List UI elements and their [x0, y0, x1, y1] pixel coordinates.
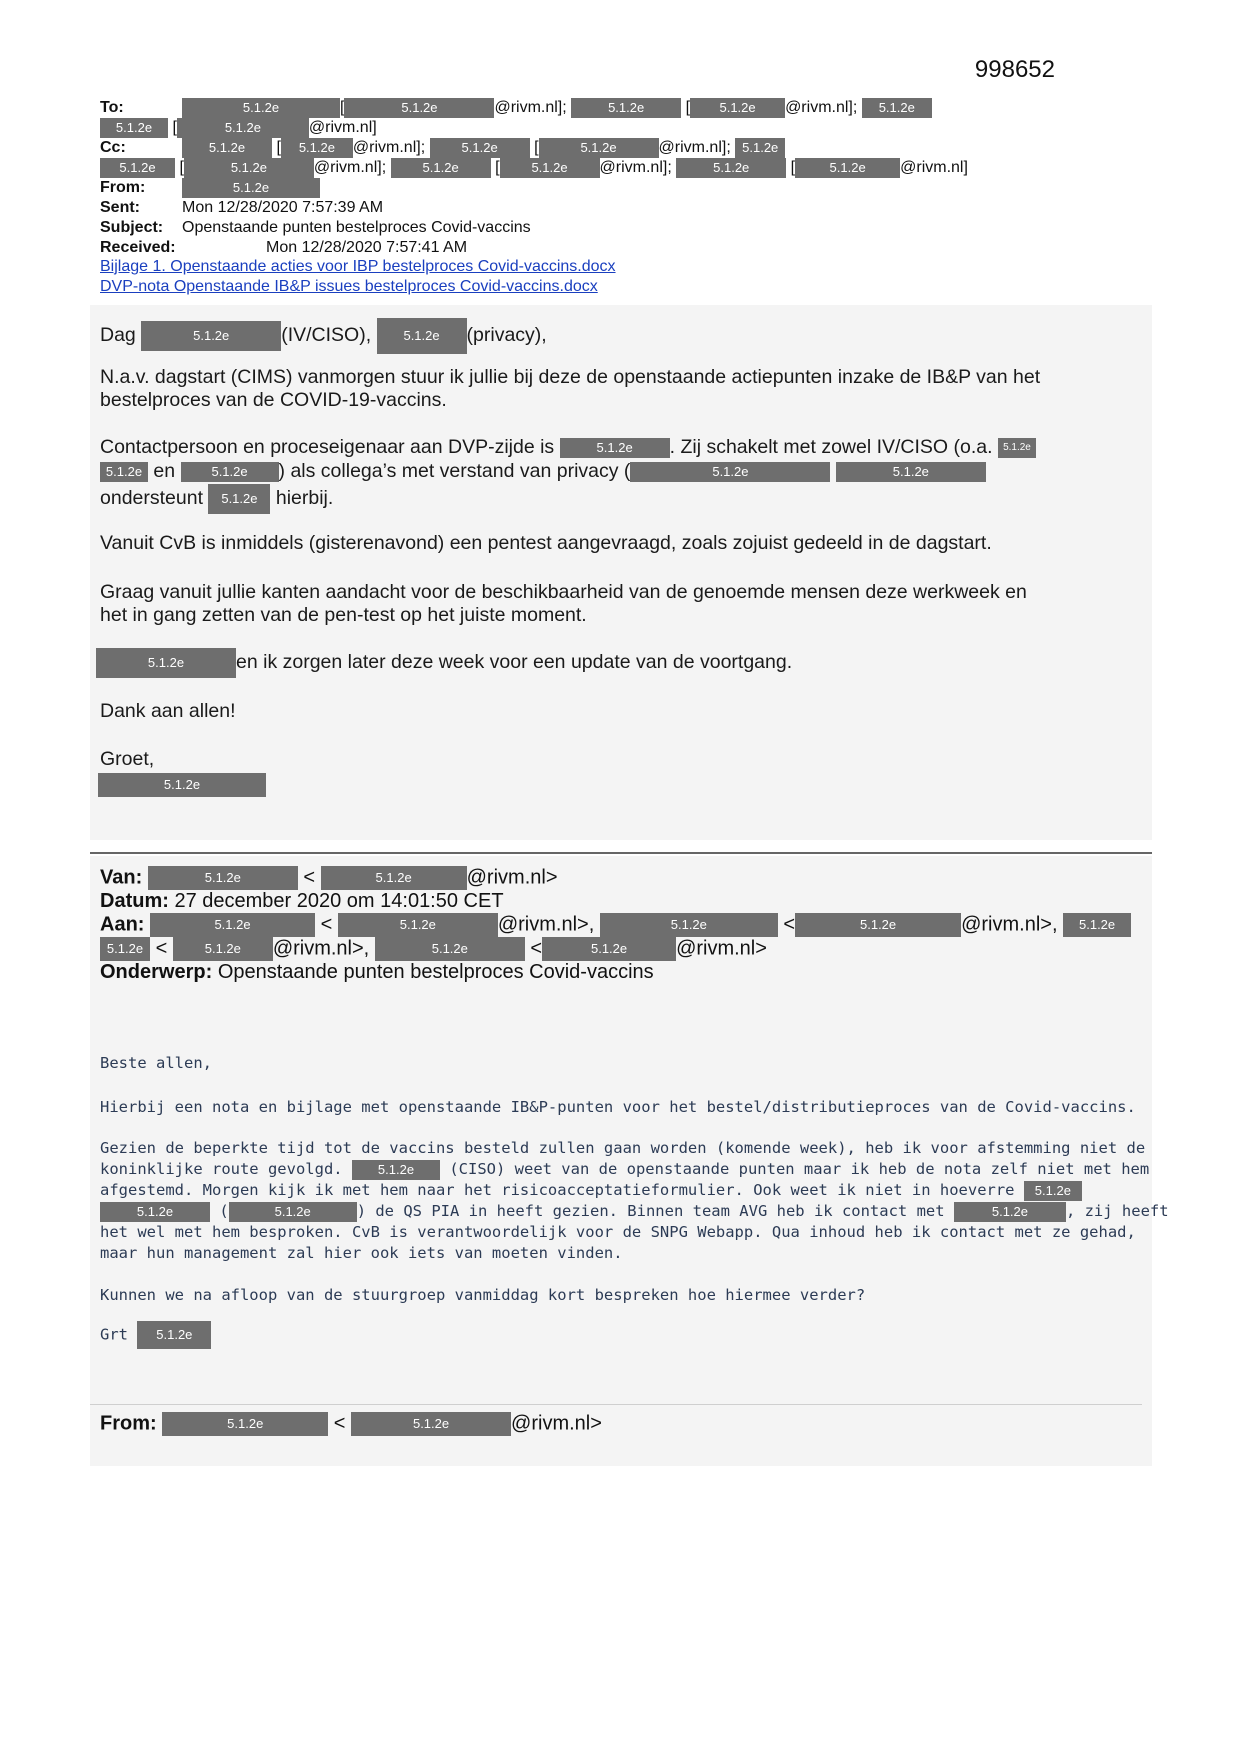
- aan-line-1: Aan: 5.1.2e < 5.1.2e @rivm.nl>, 5.1.2e < 5.1.2e @rivm.nl>, 5.1.2e: [100, 913, 1131, 937]
- aan-line-2: 5.1.2e < 5.1.2e @rivm.nl>, 5.1.2e < 5.1.2e @rivm.nl>: [100, 937, 767, 961]
- redaction-box: 5.1.2e: [391, 158, 491, 178]
- to-line-1: To: 5.1.2e [ 5.1.2e @rivm.nl]; 5.1.2e [ 5.1.2e @rivm.nl]; 5.1.2e: [100, 98, 932, 118]
- sent-value: Mon 12/28/2020 7:57:39 AM: [182, 199, 384, 216]
- redaction-box: 5.1.2e: [430, 138, 530, 158]
- cc-line-1: Cc: 5.1.2e [ 5.1.2e @rivm.nl]; 5.1.2e [ 5.1.2e @rivm.nl]; 5.1.2e: [100, 138, 785, 158]
- redaction-box: 5.1.2e: [100, 158, 175, 178]
- paragraph-2-line-1: Contactpersoon en proceseigenaar aan DVP-zijde is 5.1.2e . Zij schakelt met zowel IV/CISO (o.a. 5.1.2e: [100, 436, 1036, 459]
- paragraph-2-line-3: ondersteunt 5.1.2e hierbij.: [100, 484, 333, 514]
- redaction-box: 5.1.2e: [98, 773, 266, 797]
- redaction-box: 5.1.2e: [150, 913, 315, 937]
- paragraph-6: Dank aan allen!: [100, 700, 236, 722]
- subject-line: [100, 218, 531, 238]
- greeting-line: Dag 5.1.2e (IV/CISO), 5.1.2e (privacy),: [100, 318, 547, 354]
- mail2-line-9: Kunnen we na afloop van de stuurgroep vanmiddag kort bespreken hoe hiermee verder?: [100, 1286, 866, 1304]
- datum-line: [100, 890, 504, 913]
- redaction-box: 5.1.2e: [375, 937, 525, 961]
- redaction-box: 5.1.2e: [100, 1202, 210, 1222]
- received-value: Mon 12/28/2020 7:57:41 AM: [266, 239, 468, 256]
- subject-value: Openstaande punten bestelproces Covid-vaccins: [182, 219, 531, 236]
- redaction-box: 5.1.2e: [571, 98, 681, 118]
- paragraph-4-line-2: het in gang zetten van de pen-test op het juiste moment.: [100, 604, 587, 626]
- paragraph-3: Vanuit CvB is inmiddels (gisterenavond) een pentest aangevraagd, zoals zojuist gedeeld in de dagstart.: [100, 532, 992, 554]
- paragraph-4-line-1: Graag vanuit jullie kanten aandacht voor de beschikbaarheid van de genoemde mensen deze werkweek en: [100, 581, 1027, 603]
- redaction-box: 5.1.2e: [182, 138, 272, 158]
- redaction-box: 5.1.2e: [795, 913, 961, 937]
- redaction-box: 5.1.2e: [836, 462, 986, 482]
- from-label: From:: [100, 179, 146, 197]
- mail2-line-3: Gezien de beperkte tijd tot de vaccins besteld zullen gaan worden (komende week), heb ik voor afstemming niet de: [100, 1139, 1146, 1157]
- redaction-box: 5.1.2e: [208, 484, 270, 514]
- received-label: Received:: [100, 239, 176, 256]
- redaction-box: 5.1.2e: [542, 937, 676, 961]
- sent-line: [100, 198, 383, 218]
- separator-line-2: [90, 1404, 1142, 1405]
- datum-label: Datum:: [100, 890, 169, 912]
- van-line: Van: 5.1.2e < 5.1.2e @rivm.nl>: [100, 866, 558, 889]
- mail2-line-7: het wel met hem besproken. CvB is verantwoordelijk voor de SNPG Webapp. Qua inhoud heb ik contact met ze gehad,: [100, 1223, 1136, 1241]
- paragraph-1-line-1: N.a.v. dagstart (CIMS) vanmorgen stuur ik jullie bij deze de openstaande actiepunten inzake de IB&P van het: [100, 366, 1041, 388]
- redaction-box: 5.1.2e: [500, 158, 600, 178]
- aan-label: Aan:: [100, 913, 145, 936]
- to-label: To:: [100, 99, 124, 117]
- paragraph-5: 5.1.2e en ik zorgen later deze week voor een update van de voortgang.: [96, 648, 792, 678]
- redaction-box: 5.1.2e: [862, 98, 932, 118]
- redaction-box: 5.1.2e: [177, 118, 309, 138]
- received-line: [100, 238, 467, 258]
- mail2-line-8: maar hun management zal hier ook iets van moeten vinden.: [100, 1244, 623, 1262]
- redaction-box: 5.1.2e: [735, 138, 785, 158]
- redaction-box: 5.1.2e: [344, 98, 494, 118]
- attachment-link-2[interactable]: DVP-nota Openstaande IB&P issues bestelproces Covid-vaccins.docx: [100, 278, 598, 295]
- redaction-box: 5.1.2e: [352, 1160, 440, 1180]
- paragraph-2-line-2: 5.1.2e en 5.1.2e ) als collega’s met verstand van privacy ( 5.1.2e 5.1.2e: [100, 460, 986, 483]
- redaction-box: 5.1.2e: [281, 138, 353, 158]
- redaction-box: 5.1.2e: [351, 1412, 511, 1436]
- mail2-line-5: afgestemd. Morgen kijk ik met hem naar het risicoacceptatieformulier. Ook weet ik niet in hoeverre 5.1.2e: [100, 1180, 1082, 1201]
- mail2-line-1: Beste allen,: [100, 1054, 212, 1072]
- paragraph-1-line-2: bestelproces van de COVID-19-vaccins.: [100, 389, 447, 411]
- onderwerp-label: Onderwerp:: [100, 961, 213, 983]
- redaction-box: 5.1.2e: [100, 118, 168, 138]
- redaction-box: 5.1.2e: [676, 158, 786, 178]
- redaction-box: 5.1.2e: [96, 648, 236, 678]
- mail2-line-4: koninklijke route gevolgd. 5.1.2e (CISO) weet van de openstaande punten maar ik heb de nota zelf niet met hem: [100, 1160, 1150, 1178]
- redaction-box: 5.1.2e: [1063, 913, 1131, 937]
- redaction-box: 5.1.2e: [162, 1412, 328, 1436]
- redaction-box: 5.1.2e: [148, 866, 298, 890]
- to-line-2: 5.1.2e [ 5.1.2e @rivm.nl]: [100, 118, 377, 138]
- cc-line-2: 5.1.2e [ 5.1.2e @rivm.nl]; 5.1.2e [ 5.1.2e @rivm.nl]; 5.1.2e [ 5.1.2e @rivm.nl]: [100, 158, 968, 178]
- redaction-box: 5.1.2e: [539, 138, 659, 158]
- redaction-box: 5.1.2e: [630, 462, 830, 482]
- redaction-box: 5.1.2e: [182, 98, 340, 118]
- redaction-box: 5.1.2e: [182, 178, 320, 198]
- signature-redaction: [98, 773, 266, 797]
- datum-value: 27 december 2020 om 14:01:50 CET: [174, 890, 504, 912]
- subject-label: Subject:: [100, 219, 164, 236]
- sign-off: Groet,: [100, 748, 155, 770]
- cc-label: Cc:: [100, 139, 126, 157]
- document-number: 998652: [974, 56, 1055, 83]
- from-line: [100, 178, 320, 198]
- mail3-from-label: From:: [100, 1412, 157, 1435]
- redaction-box: 5.1.2e: [137, 1321, 211, 1349]
- redaction-box: 5.1.2e: [954, 1202, 1066, 1222]
- onderwerp-line: [100, 961, 654, 984]
- mail2-line-2: Hierbij een nota en bijlage met openstaande IB&P-punten voor het bestel/distributieproces van de Covid-vaccins.: [100, 1098, 1136, 1116]
- redaction-box: 5.1.2e: [181, 462, 279, 482]
- attachment-link-1[interactable]: Bijlage 1. Openstaande acties voor IBP bestelproces Covid-vaccins.docx: [100, 258, 616, 275]
- redaction-box: 5.1.2e: [100, 937, 150, 961]
- redaction-box: 5.1.2e: [998, 438, 1036, 458]
- redaction-box: 5.1.2e: [1024, 1181, 1082, 1201]
- redaction-box: 5.1.2e: [377, 318, 467, 354]
- onderwerp-value: Openstaande punten bestelproces Covid-vaccins: [217, 961, 654, 983]
- van-label: Van:: [100, 866, 143, 889]
- mail3-from-line: From: 5.1.2e < 5.1.2e @rivm.nl>: [100, 1412, 602, 1435]
- redaction-box: 5.1.2e: [229, 1202, 357, 1222]
- redaction-box: 5.1.2e: [690, 98, 785, 118]
- sent-label: Sent:: [100, 199, 140, 216]
- mail2-line-6: 5.1.2e ( 5.1.2e ) de QS PIA in heeft gezien. Binnen team AVG heb ik contact met 5.1.2e , zij heeft: [100, 1201, 1169, 1222]
- redaction-box: 5.1.2e: [795, 158, 900, 178]
- redaction-box: 5.1.2e: [560, 438, 670, 458]
- redaction-box: 5.1.2e: [338, 913, 498, 937]
- redaction-box: 5.1.2e: [321, 866, 467, 890]
- mail2-signoff: Grt 5.1.2e: [100, 1321, 211, 1349]
- redaction-box: 5.1.2e: [100, 462, 148, 482]
- separator-line: [90, 852, 1152, 854]
- redaction-box: 5.1.2e: [600, 913, 778, 937]
- redaction-box: 5.1.2e: [184, 158, 314, 178]
- redaction-box: 5.1.2e: [141, 321, 281, 351]
- redaction-box: 5.1.2e: [173, 937, 273, 961]
